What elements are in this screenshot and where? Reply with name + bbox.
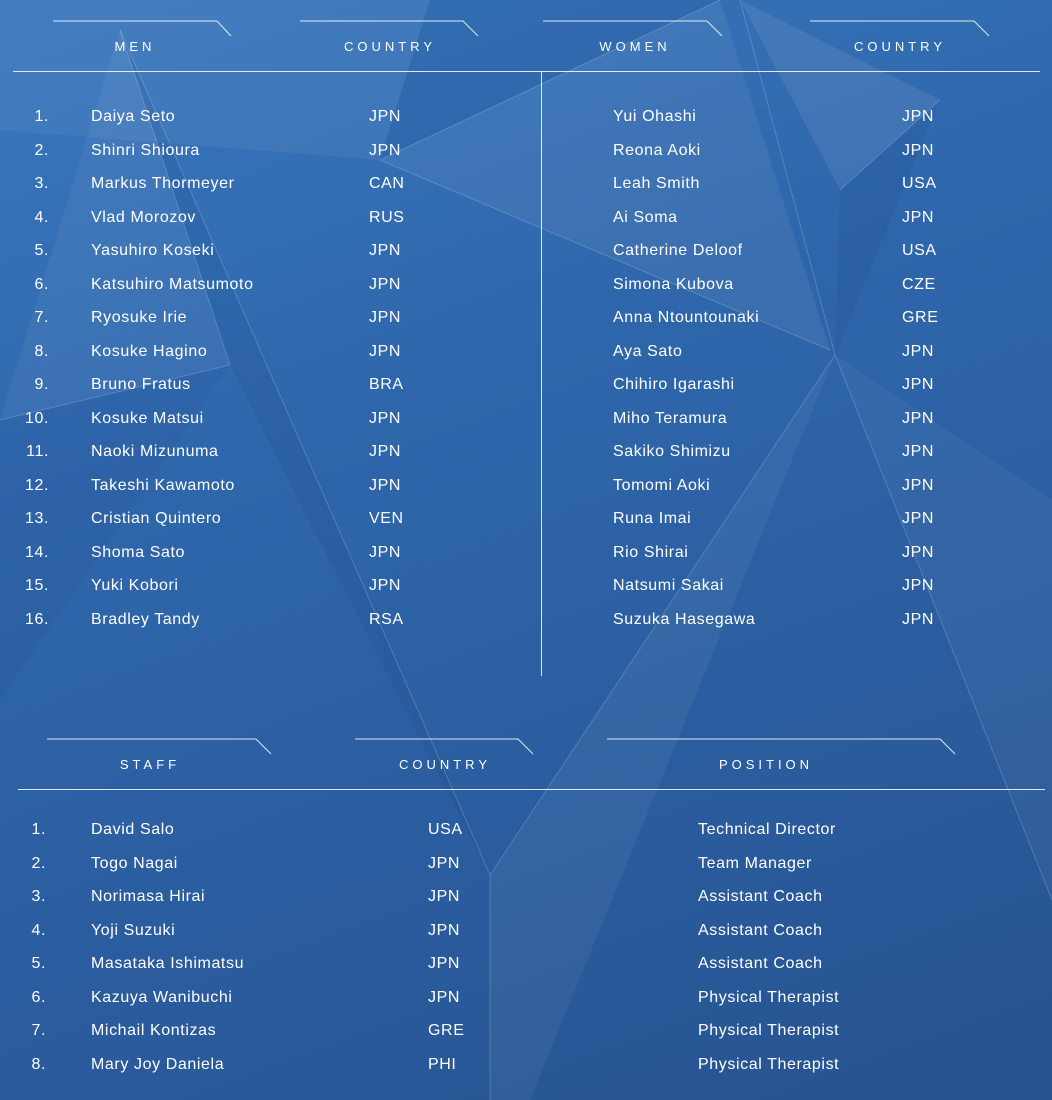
country-code: JPN [902,108,935,125]
row-number: 12. [24,476,49,494]
row-number: 6. [31,988,46,1006]
row-number: 3. [31,888,46,905]
country-code: JPN [902,476,935,494]
athlete-name: Bruno Fratus [91,376,191,393]
country-code: JPN [369,141,402,159]
staff-position: Team Manager [698,854,812,872]
staff-name: Norimasa Hirai [91,888,206,905]
row-number: 8. [34,342,49,360]
country-code: JPN [369,309,402,326]
athlete-name: Shoma Sato [91,543,186,561]
athlete-name: Bradley Tandy [91,610,200,628]
country-code: JPN [369,342,402,360]
staff-name: Kazuya Wanibuchi [91,988,233,1006]
row-number: 10. [24,409,49,427]
staff-country-header: COUNTRY [398,757,492,772]
staff-position: Assistant Coach [698,888,823,905]
athlete-name: Kosuke Hagino [91,342,208,360]
staff-name: Masataka Ishimatsu [91,955,245,972]
athlete-name: Kosuke Matsui [91,409,204,427]
row-number: 5. [34,242,49,259]
athlete-name: Natsumi Sakai [613,577,724,594]
country-code: USA [428,821,463,838]
staff-position: Technical Director [698,821,836,838]
country-code: JPN [902,577,935,594]
country-code: JPN [369,409,402,427]
athlete-name: Reona Aoki [613,141,701,159]
row-number: 2. [31,854,46,872]
row-number: 1. [31,821,46,838]
country-code: BRA [369,376,404,393]
staff-header: STAFF [119,757,181,772]
country-code: JPN [369,275,402,293]
country-code: USA [902,242,937,259]
country-code: JPN [902,208,935,226]
athlete-name: Ryosuke Irie [91,309,188,326]
athlete-name: Yasuhiro Koseki [91,242,215,259]
country-code: JPN [369,476,402,494]
country-code: CZE [902,275,936,293]
country-code: JPN [902,141,935,159]
country-code: RSA [369,610,404,628]
country-code: GRE [428,1022,465,1039]
row-number: 14. [24,543,49,561]
athlete-name: Vlad Morozov [91,208,197,226]
country-code: JPN [902,342,935,360]
athlete-name: Catherine Deloof [613,242,743,259]
athlete-name: Daiya Seto [91,108,176,125]
athlete-name: Ai Soma [613,208,678,226]
country-code: JPN [902,543,935,561]
athlete-name: Aya Sato [613,342,683,360]
women-header: WOMEN [599,39,671,54]
athlete-name: Takeshi Kawamoto [91,476,235,494]
row-number: 4. [31,921,46,939]
country-code: VEN [369,510,404,527]
staff-position: Assistant Coach [698,955,823,972]
country-code: JPN [369,242,402,259]
athlete-name: Cristian Quintero [91,510,222,527]
country-code: JPN [902,409,935,427]
athlete-name: Markus Thormeyer [91,175,235,192]
row-number: 9. [34,376,49,393]
athlete-name: Simona Kubova [613,275,734,293]
country-code: PHI [428,1055,457,1073]
row-number: 7. [31,1022,46,1039]
row-number: 15. [24,577,49,594]
athlete-name: Runa Imai [613,510,692,527]
athlete-name: Suzuka Hasegawa [613,610,756,628]
position-header: POSITION [718,757,814,772]
row-number: 2. [34,141,49,159]
athlete-name: Rio Shirai [613,543,689,561]
country-code: JPN [369,108,402,125]
row-number: 1. [34,108,49,125]
staff-name: Michail Kontizas [91,1022,217,1039]
staff-name: Togo Nagai [91,854,178,872]
athlete-name: Leah Smith [613,175,700,192]
row-number: 8. [31,1055,46,1073]
row-number: 7. [34,309,49,326]
staff-name: Yoji Suzuki [91,921,176,939]
country-code: JPN [369,577,402,594]
staff-position: Physical Therapist [698,1055,840,1073]
athlete-name: Anna Ntountounaki [613,309,760,326]
athlete-name: Tomomi Aoki [613,476,711,494]
country-code: JPN [902,443,935,460]
staff-position: Assistant Coach [698,921,823,939]
country-code: GRE [902,309,939,326]
women-country-header: COUNTRY [853,39,947,54]
athlete-name: Katsuhiro Matsumoto [91,275,254,293]
country-code: JPN [369,543,402,561]
country-code: JPN [902,376,935,393]
row-number: 4. [34,208,49,226]
country-code: JPN [428,955,461,972]
athlete-name: Naoki Mizunuma [91,443,219,460]
athlete-name: Chihiro Igarashi [613,376,735,393]
row-number: 11. [26,443,49,460]
row-number: 6. [34,275,49,293]
country-code: JPN [428,921,461,939]
staff-position: Physical Therapist [698,1022,840,1039]
athlete-name: Yuki Kobori [91,577,179,594]
athlete-name: Miho Teramura [613,409,728,427]
country-code: JPN [428,988,461,1006]
country-code: CAN [369,175,405,192]
row-number: 16. [24,610,49,628]
row-number: 3. [34,175,49,192]
staff-name: Mary Joy Daniela [91,1055,225,1073]
country-code: JPN [428,854,461,872]
athlete-name: Yui Ohashi [613,108,697,125]
athlete-name: Sakiko Shimizu [613,443,731,460]
staff-position: Physical Therapist [698,988,840,1006]
country-code: JPN [369,443,402,460]
athlete-name: Shinri Shioura [91,141,200,159]
men-country-header: COUNTRY [343,39,437,54]
row-number: 13. [24,510,49,527]
country-code: USA [902,175,937,192]
country-code: JPN [902,610,935,628]
country-code: RUS [369,208,405,226]
country-code: JPN [428,888,461,905]
row-number: 5. [31,955,46,972]
staff-name: David Salo [91,821,175,838]
country-code: JPN [902,510,935,527]
men-header: MEN [114,39,156,54]
